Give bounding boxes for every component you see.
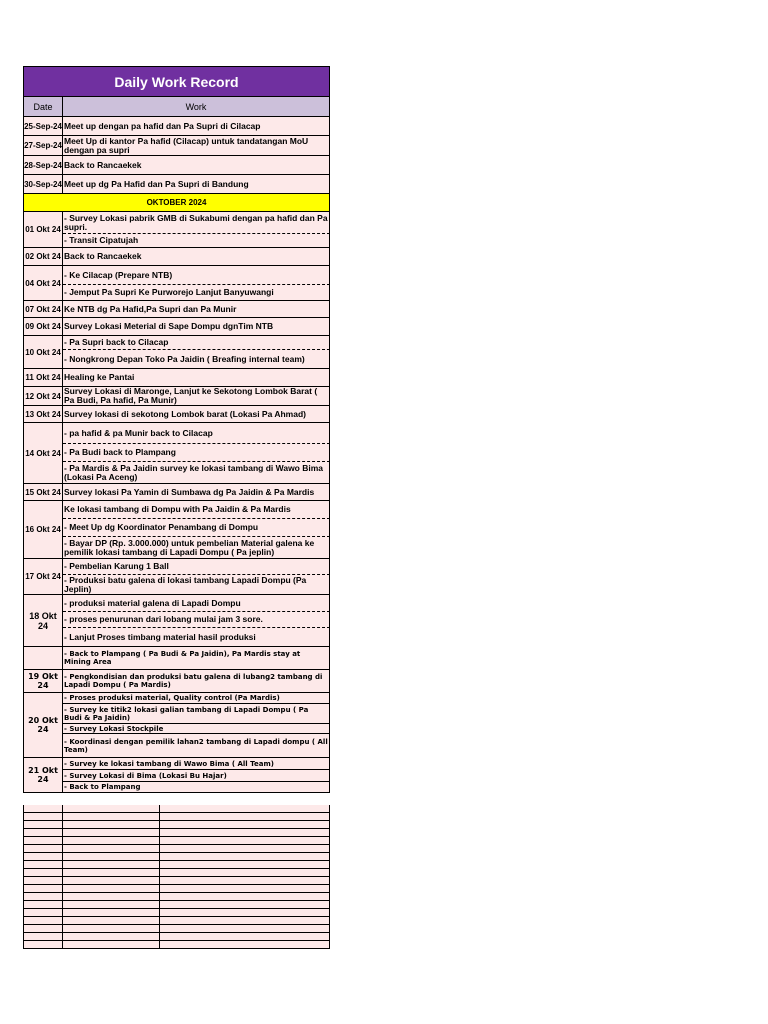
work-item: - Ke Cilacap (Prepare NTB) (63, 266, 330, 285)
table-row (23, 117, 330, 136)
work-header: Work (63, 97, 330, 117)
work-item: - Lanjut Proses timbang material hasil produksi (63, 628, 330, 647)
work-item: - Produksi batu galena di lokasi tambang Lapadi Dompu (Pa Jeplin) (63, 575, 330, 595)
work-item: - proses penurunan dari lobang mulai jam 3 sore. (63, 612, 330, 628)
empty-row (23, 861, 330, 869)
date-cell (23, 647, 63, 670)
table-row (23, 175, 330, 194)
work-item: Ke lokasi tambang di Dompu with Pa Jaidin & Pa Mardis (63, 501, 330, 519)
table-row (23, 595, 330, 647)
table-row (23, 156, 330, 175)
date-cell: 28-Sep-24 (23, 156, 63, 175)
work-item: Meet Up di kantor Pa hafid (Cilacap) untuk tandatangan MoU dengan pa supri (63, 136, 330, 156)
work-item: - Pengkondisian dan produksi batu galena di lubang2 tambang di Lapadi Dompu ( Pa Mardis) (63, 670, 330, 693)
header-row (23, 97, 330, 117)
work-item: Survey Lokasi di Maronge, Lanjut ke Sekotong Lombok Barat ( Pa Budi, Pa hafid, Pa Munir) (63, 387, 330, 406)
date-cell: 16 Okt 24 (23, 501, 63, 559)
date-cell: 02 Okt 24 (23, 248, 63, 266)
empty-row (23, 821, 330, 829)
work-item: - Survey Lokasi di Bima (Lokasi Bu Hajar) (63, 770, 330, 782)
work-item: - Nongkrong Depan Toko Pa Jaidin ( Breafing internal team) (63, 350, 330, 369)
date-cell: 20 Okt 24 (23, 693, 63, 758)
table-row (23, 423, 330, 484)
date-cell: 01 Okt 24 (23, 212, 63, 248)
empty-row (23, 853, 330, 861)
work-item: - Pa Supri back to Cilacap (63, 336, 330, 350)
work-item: Survey lokasi Pa Yamin di Sumbawa dg Pa Jaidin & Pa Mardis (63, 484, 330, 501)
table-row (23, 266, 330, 301)
empty-row (23, 901, 330, 909)
table-row (23, 647, 330, 670)
date-header: Date (23, 97, 63, 117)
work-item: - Bayar DP (Rp. 3.000.000) untuk pembelian Material galena ke pemilik lokasi tambang di Lapadi Dompu ( Pa jeplin) (63, 537, 330, 559)
work-item: - Pa Mardis & Pa Jaidin survey ke lokasi tambang di Wawo Bima (Lokasi Pa Aceng) (63, 462, 330, 484)
date-cell: 27-Sep-24 (23, 136, 63, 156)
date-cell: 07 Okt 24 (23, 301, 63, 318)
empty-row (23, 813, 330, 821)
work-item: - Survey Lokasi pabrik GMB di Sukabumi dengan pa hafid dan Pa supri. (63, 212, 330, 234)
work-item: - Back to Plampang (63, 782, 330, 793)
work-item: - Survey Lokasi Stockpile (63, 724, 330, 734)
table-row (23, 670, 330, 693)
work-item: - Koordinasi dengan pemilik lahan2 tambang di Lapadi dompu ( All Team) (63, 734, 330, 758)
empty-row (23, 909, 330, 917)
empty-row (23, 893, 330, 901)
work-item: Meet up dg Pa Hafid dan Pa Supri di Bandung (63, 175, 330, 194)
empty-row (23, 805, 330, 813)
work-item: Survey lokasi di sekotong Lombok barat (Lokasi Pa Ahmad) (63, 406, 330, 423)
date-cell: 18 Okt 24 (23, 595, 63, 647)
table-row (23, 501, 330, 559)
work-item: - Survey ke lokasi tambang di Wawo Bima ( All Team) (63, 758, 330, 770)
date-cell: 04 Okt 24 (23, 266, 63, 301)
work-item: Healing ke Pantai (63, 369, 330, 387)
date-cell: 19 Okt 24 (23, 670, 63, 693)
table-row (23, 559, 330, 595)
date-cell: 14 Okt 24 (23, 423, 63, 484)
table-row (23, 212, 330, 248)
work-item: - Back to Plampang ( Pa Budi & Pa Jaidin), Pa Mardis stay at Mining Area (63, 647, 330, 670)
work-item: - Pembelian Karung 1 Ball (63, 559, 330, 575)
empty-row (23, 925, 330, 933)
work-item: - Pa Budi back to Plampang (63, 444, 330, 462)
empty-row (23, 869, 330, 877)
empty-row (23, 933, 330, 941)
table-row (23, 369, 330, 387)
date-cell: 11 Okt 24 (23, 369, 63, 387)
table-row (23, 484, 330, 501)
work-item: Meet up dengan pa hafid dan Pa Supri di Cilacap (63, 117, 330, 136)
empty-row (23, 885, 330, 893)
work-record-sheet (23, 66, 330, 791)
table-row (23, 301, 330, 318)
table-row (23, 318, 330, 336)
date-cell: 12 Okt 24 (23, 387, 63, 406)
work-item: - Survey ke titik2 lokasi galian tambang di Lapadi Dompu ( Pa Budi & Pa Jaidin) (63, 704, 330, 724)
empty-row (23, 837, 330, 845)
table-row (23, 248, 330, 266)
date-cell: 21 Okt 24 (23, 758, 63, 793)
date-cell: 30-Sep-24 (23, 175, 63, 194)
work-item: - Proses produksi material, Quality control (Pa Mardis) (63, 693, 330, 704)
date-cell: 25-Sep-24 (23, 117, 63, 136)
work-item: - Meet Up dg Koordinator Penambang di Dompu (63, 519, 330, 537)
date-cell: 13 Okt 24 (23, 406, 63, 423)
month-banner: OKTOBER 2024 (23, 194, 330, 212)
table-row (23, 406, 330, 423)
work-item: - produksi material galena di Lapadi Dompu (63, 595, 330, 612)
table-row (23, 693, 330, 758)
table-row (23, 758, 330, 793)
date-cell: 17 Okt 24 (23, 559, 63, 595)
table-row (23, 336, 330, 369)
work-item: - Transit Cipatujah (63, 234, 330, 248)
work-item: - Jemput Pa Supri Ke Purworejo Lanjut Banyuwangi (63, 285, 330, 301)
sheet-title: Daily Work Record (23, 66, 330, 97)
date-cell: 10 Okt 24 (23, 336, 63, 369)
table-row (23, 136, 330, 156)
empty-row (23, 877, 330, 885)
empty-row (23, 917, 330, 925)
empty-row (23, 845, 330, 853)
work-item: - pa hafid & pa Munir back to Cilacap (63, 423, 330, 444)
empty-row (23, 941, 330, 949)
date-cell: 15 Okt 24 (23, 484, 63, 501)
date-cell: 09 Okt 24 (23, 318, 63, 336)
work-item: Back to Rancaekek (63, 156, 330, 175)
work-item: Ke NTB dg Pa Hafid,Pa Supri dan Pa Munir (63, 301, 330, 318)
table-row (23, 387, 330, 406)
work-item: Back to Rancaekek (63, 248, 330, 266)
work-item: Survey Lokasi Meterial di Sape Dompu dgnTim NTB (63, 318, 330, 336)
empty-row (23, 829, 330, 837)
